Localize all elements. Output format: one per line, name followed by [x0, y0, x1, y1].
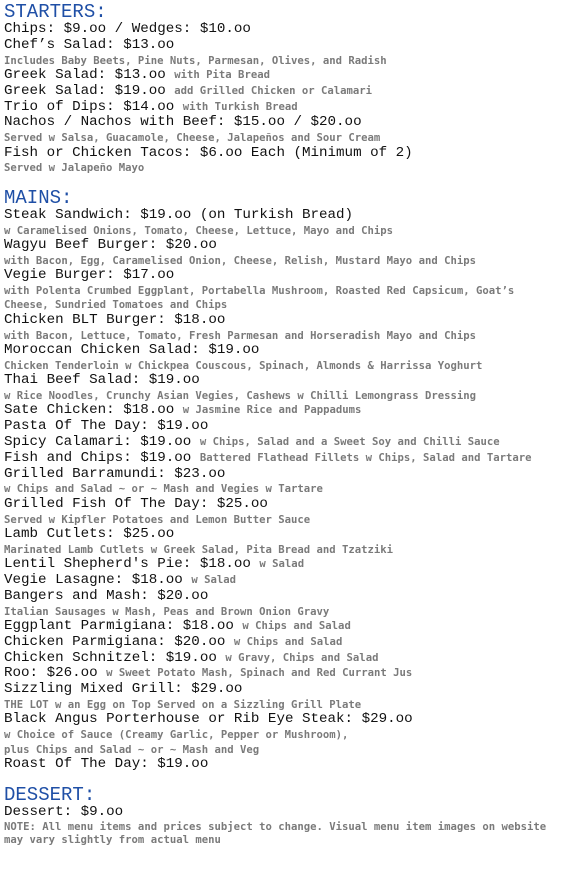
- item-note: w Chips and Salad: [233, 635, 343, 648]
- menu-item: Pasta Of The Day: $19.oo: [4, 418, 209, 435]
- item-name-price: Roo: $26.oo: [4, 665, 98, 682]
- item-name-price: Greek Salad: $19.oo: [4, 82, 166, 99]
- menu-item: Bangers and Mash: $20.oo: [4, 587, 209, 604]
- menu-item: [4, 619, 558, 635]
- item-description: with Polenta Crumbed Eggplant, Portabella Mushroom, Roasted Red Capsicum, Goat’s Cheese, Sundried Tomatoes and Chips: [4, 285, 515, 312]
- item-name-price: Spicy Calamari: $19.oo: [4, 434, 192, 451]
- item-name-price: Fish and Chips: $19.oo: [4, 449, 192, 466]
- item-note: add Grilled Chicken or Calamari: [174, 84, 372, 97]
- item-note: w Jasmine Rice and Pappadums: [182, 404, 362, 417]
- item-description: with Bacon, Egg, Caramelised Onion, Cheese, Relish, Mustard Mayo and Chips: [4, 254, 476, 267]
- disclaimer-note: NOTE: All menu items and prices subject to change. Visual menu item images on website may vary slightly from actual menu: [4, 820, 547, 847]
- menu-item: Chicken BLT Burger: $18.oo: [4, 311, 226, 328]
- menu-item: Fish or Chicken Tacos: $6.oo Each (Minimum of 2): [4, 144, 413, 161]
- item-description: w Caramelised Onions, Tomato, Cheese, Lettuce, Mayo and Chips: [4, 224, 394, 237]
- menu-item: [4, 403, 558, 419]
- item-description: w Rice Noodles, Crunchy Asian Vegies, Cashews w Chilli Lemongrass Dressing: [4, 390, 476, 403]
- item-name-price: Greek Salad: $13.oo: [4, 67, 166, 83]
- menu-item: Chips: $9.oo / Wedges: $10.oo: [4, 21, 251, 37]
- item-name-price: Sate Chicken: $18.oo: [4, 402, 175, 419]
- menu-item: Thai Beef Salad: $19.oo: [4, 372, 200, 389]
- item-note: w Salad: [191, 574, 236, 587]
- item-description: plus Chips and Salad ~ or ~ Mash and Veg: [4, 743, 260, 756]
- item-name-price: Vegie Lasagne: $18.oo: [4, 572, 183, 589]
- menu-item: [4, 557, 558, 573]
- item-description: Includes Baby Beets, Pine Nuts, Parmesan, Olives, and Radish: [4, 54, 387, 67]
- menu-item: [4, 84, 558, 100]
- item-note: w Chips, Salad and a Sweet Soy and Chilli Sauce: [199, 436, 500, 449]
- item-note: w Sweet Potato Mash, Spinach and Red Currant Jus: [106, 667, 413, 680]
- mains-heading: MAINS:: [4, 186, 73, 209]
- menu-item: Wagyu Beef Burger: $20.oo: [4, 237, 217, 253]
- item-name-price: Lentil Shepherd's Pie: $18.oo: [4, 556, 251, 573]
- menu-item: [4, 573, 558, 589]
- item-description: w Chips and Salad ~ or ~ Mash and Vegies w Tartare: [4, 483, 323, 496]
- item-note: w Salad: [259, 558, 305, 571]
- menu-item: Vegie Burger: $17.oo: [4, 267, 175, 284]
- item-description: with Bacon, Lettuce, Tomato, Fresh Parmesan and Horseradish Mayo and Chips: [4, 329, 476, 342]
- menu-item: [4, 666, 558, 682]
- menu-item: [4, 435, 558, 451]
- menu-item: Steak Sandwich: $19.oo (on Turkish Bread): [4, 206, 354, 223]
- menu-item: [4, 451, 558, 467]
- item-note: w Chips and Salad: [242, 620, 351, 633]
- item-description: Italian Sausages w Mash, Peas and Brown Onion Gravy: [4, 605, 330, 618]
- menu-item: Grilled Fish Of The Day: $25.oo: [4, 495, 268, 512]
- menu-item: Nachos / Nachos with Beef: $15.oo / $20.oo: [4, 114, 362, 131]
- item-name-price: Eggplant Parmigiana: $18.oo: [4, 618, 234, 635]
- menu-item: Roast Of The Day: $19.oo: [4, 756, 209, 773]
- menu-item: Chef’s Salad: $13.oo: [4, 36, 175, 53]
- item-description: Served w Kipfler Potatoes and Lemon Butter Sauce: [4, 513, 311, 526]
- starters-heading: STARTERS:: [4, 1, 107, 23]
- dessert-heading: DESSERT:: [4, 783, 96, 806]
- menu-item: [4, 68, 558, 84]
- menu-item: Dessert: $9.oo: [4, 803, 124, 820]
- menu-item: Moroccan Chicken Salad: $19.oo: [4, 342, 260, 359]
- item-description: Served w Jalapeño Mayo: [4, 162, 145, 175]
- menu-item: Sizzling Mixed Grill: $29.oo: [4, 681, 243, 698]
- menu-item: [4, 635, 558, 651]
- menu-item: [4, 100, 558, 116]
- item-name-price: Chicken Parmigiana: $20.oo: [4, 633, 226, 650]
- item-note: w Gravy, Chips and Salad: [225, 651, 379, 664]
- item-note: Battered Flathead Fillets w Chips, Salad and Tartare: [199, 451, 532, 464]
- menu-item: Grilled Barramundi: $23.oo: [4, 465, 226, 482]
- item-name-price: Trio of Dips: $14.oo: [4, 98, 175, 115]
- item-description: THE LOT w an Egg on Top Served on a Sizzling Grill Plate: [4, 699, 362, 711]
- menu-item: Lamb Cutlets: $25.oo: [4, 526, 175, 543]
- item-description: Marinated Lamb Cutlets w Greek Salad, Pita Bread and Tzatziki: [4, 543, 394, 556]
- item-description: Chicken Tenderloin w Chickpea Couscous, Spinach, Almonds & Harrissa Yoghurt: [4, 359, 483, 372]
- item-description: w Choice of Sauce (Creamy Garlic, Pepper or Mushroom),: [4, 729, 349, 742]
- item-description: Served w Salsa, Guacamole, Cheese, Jalapeños and Sour Cream: [4, 132, 381, 145]
- item-name-price: Chicken Schnitzel: $19.oo: [4, 649, 217, 666]
- menu-item: [4, 651, 558, 667]
- item-note: with Pita Bread: [174, 69, 270, 81]
- item-note: with Turkish Bread: [182, 100, 298, 113]
- menu-item: Black Angus Porterhouse or Rib Eye Steak: $29.oo: [4, 711, 413, 728]
